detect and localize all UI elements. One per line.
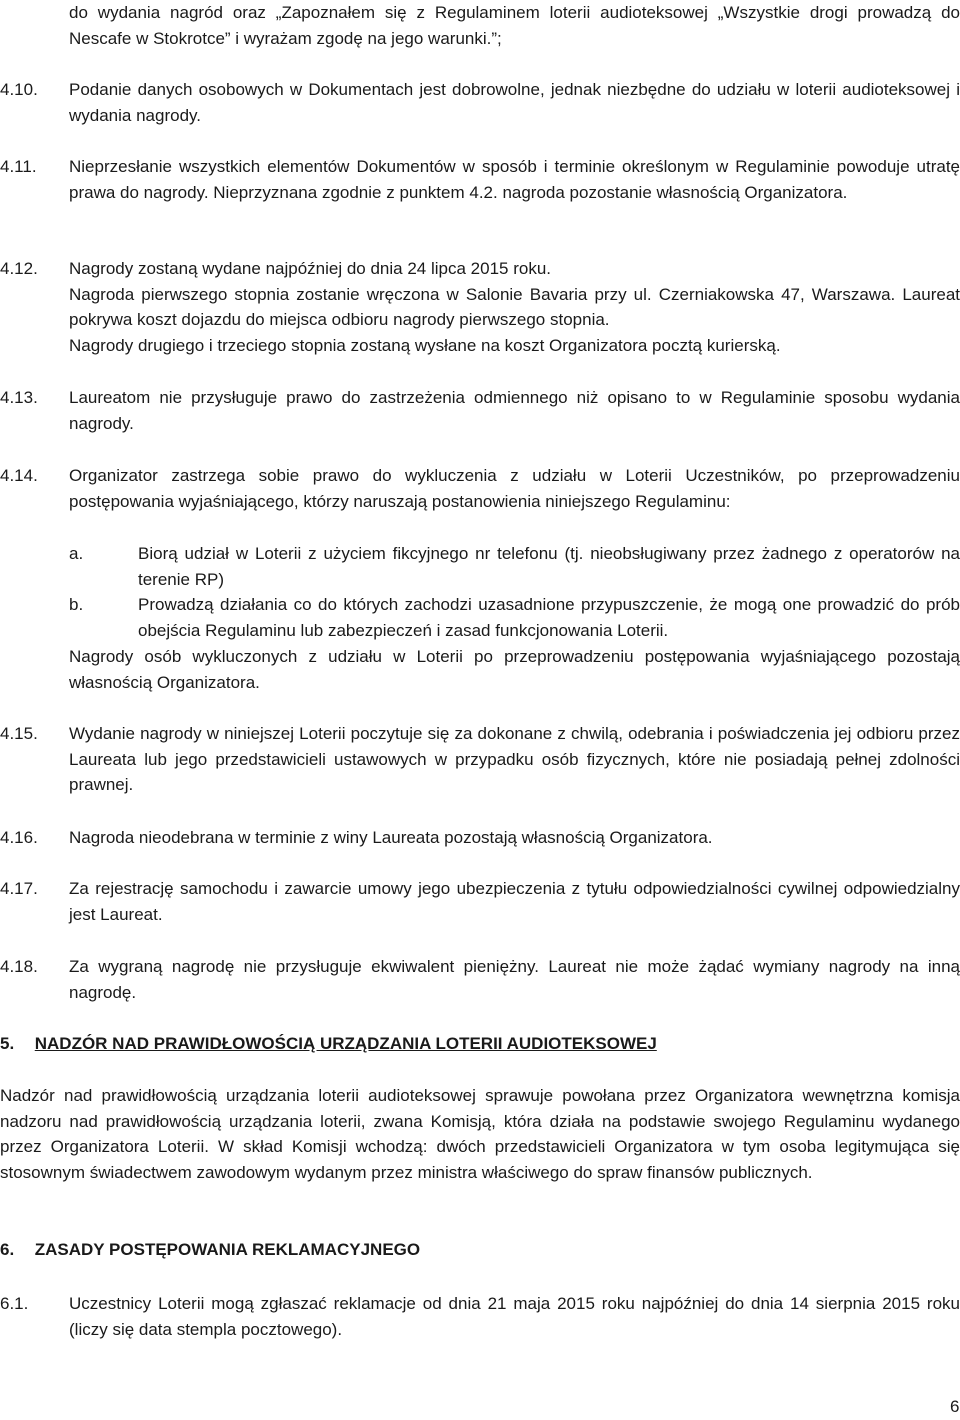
item-number: 4.11.	[0, 157, 37, 176]
item-text: Uczestnicy Loterii mogą zgłaszać reklamacje od dnia 21 maja 2015 roku najpóźniej do dnia 14 sierpnia 2015 roku (liczy się data stempla pocztowego).	[69, 1294, 960, 1339]
item-number: 4.16.	[0, 828, 38, 847]
item-number: 4.18.	[0, 957, 38, 976]
list-item-4-10	[0, 77, 960, 128]
sub-item-a	[69, 541, 960, 592]
section-title: ZASADY POSTĘPOWANIA REKLAMACYJNEGO	[34, 1240, 421, 1259]
item-text: Wydanie nagrody w niniejszej Loterii poczytuje się za dokonane z chwilą, odebrania i poświadczenia jej odbioru przez Laureata lub jego przedstawicieli ustawowych w przypadku osób fizycznych, które nie posiadają pełnej zdolności prawnej.	[69, 724, 960, 794]
list-item-4-14	[0, 463, 960, 514]
list-item-4-12	[0, 256, 960, 358]
item-text: Nagroda nieodebrana w terminie z winy Laureata pozostają własnością Organizatora.	[69, 828, 713, 847]
section-title: NADZÓR NAD PRAWIDŁOWOŚCIĄ URZĄDZANIA LOTERII AUDIOTEKSOWEJ	[34, 1034, 657, 1053]
item-text: Nieprzesłanie wszystkich elementów Dokumentów w sposób i terminie określonym w Regulaminie powoduje utratę prawa do nagrody. Nieprzyznana zgodnie z punktem 4.2. nagroda pozostanie własnością Organizatora.	[69, 157, 960, 202]
section-heading-5	[0, 1031, 657, 1057]
section-heading-6	[0, 1237, 420, 1263]
page-number: 6	[950, 1397, 960, 1416]
list-item-4-11	[0, 154, 960, 205]
item-number: 4.14.	[0, 466, 38, 485]
list-item-4-15	[0, 721, 960, 798]
section-number: 6.	[0, 1240, 15, 1259]
item-text: Podanie danych osobowych w Dokumentach jest dobrowolne, jednak niezbędne do udziału w loterii audioteksowej i wydania nagrody.	[69, 80, 960, 125]
item-text-line-2: Nagroda pierwszego stopnia zostanie wręczona w Salonie Bavaria przy ul. Czerniakowska 47, Warszawa. Laureat pokrywa koszt dojazdu do miejsca odbioru nagrody pierwszego stopnia.	[69, 284, 960, 329]
sub-item-letter: a.	[69, 544, 84, 563]
list-item-4-17	[0, 876, 960, 927]
item-text-line-1: Nagrody zostaną wydane najpóźniej do dnia 24 lipca 2015 roku.	[69, 259, 551, 278]
list-item-4-13	[0, 385, 960, 436]
item-number: 4.12.	[0, 259, 38, 278]
item-text: Za rejestrację samochodu i zawarcie umowy jego ubezpieczenia z tytułu odpowiedzialności cywilnej odpowiedzialny jest Laureat.	[69, 879, 960, 924]
item-number: 6.1.	[0, 1294, 29, 1313]
list-item-4-16	[0, 825, 960, 851]
item-text: Organizator zastrzega sobie prawo do wykluczenia z udziału w Loterii Uczestników, po przeprowadzeniu postępowania wyjaśniającego, którzy naruszają postanowienia niniejszego Regulaminu:	[69, 466, 960, 511]
item-number: 4.17.	[0, 879, 38, 898]
sub-item-letter: b.	[69, 595, 84, 614]
item-after-text: Nagrody osób wykluczonych z udziału w Loterii po przeprowadzeniu postępowania wyjaśniającego pozostają własnością Organizatora.	[69, 647, 960, 692]
item-number: 4.13.	[0, 388, 38, 407]
item-text: Za wygraną nagrodę nie przysługuje ekwiwalent pieniężny. Laureat nie może żądać wymiany nagrody na inną nagrodę.	[69, 957, 960, 1002]
section-5-paragraph: Nadzór nad prawidłowością urządzania loterii audioteksowej sprawuje powołana przez Organizatora wewnętrzna komisja nadzoru nad prawidłowością urządzania loterii, zwana Komisją, która działa na podstawie swojego Regulaminu wydanego przez Organizatora Loterii. W skład Komisji wchodzą: dwóch przedstawicieli Organizatora w tym osoba legitymująca się stosownym świadectwem zawodowym wydanym przez ministra właściwego do spraw finansów publicznych.	[0, 1086, 960, 1182]
sub-item-text: Biorą udział w Loterii z użyciem fikcyjnego nr telefonu (tj. nieobsługiwany przez żadnego z operatorów na terenie RP)	[138, 544, 960, 589]
item-number: 4.15.	[0, 724, 38, 743]
list-item-4-18	[0, 954, 960, 1005]
sub-item-b	[69, 592, 960, 643]
item-text: Laureatom nie przysługuje prawo do zastrzeżenia odmiennego niż opisano to w Regulaminie sposobu wydania nagrody.	[69, 388, 960, 433]
list-item-6-1	[0, 1291, 960, 1342]
sub-item-text: Prowadzą działania co do których zachodzi uzasadnione przypuszczenie, że mogą one prowadzić do prób obejścia Regulaminu lub zabezpieczeń i zasad funkcjonowania Loterii.	[138, 595, 960, 640]
section-number: 5.	[0, 1034, 15, 1053]
intro-continuation: do wydania nagród oraz „Zapoznałem się z Regulaminem loterii audioteksowej „Wszystkie drogi prowadzą do Nescafe w Stokrotce” i wyrażam zgodę na jego warunki.”;	[69, 3, 960, 48]
item-number: 4.10.	[0, 80, 38, 99]
item-text-line-3: Nagrody drugiego i trzeciego stopnia zostaną wysłane na koszt Organizatora pocztą kurierską.	[69, 335, 781, 355]
